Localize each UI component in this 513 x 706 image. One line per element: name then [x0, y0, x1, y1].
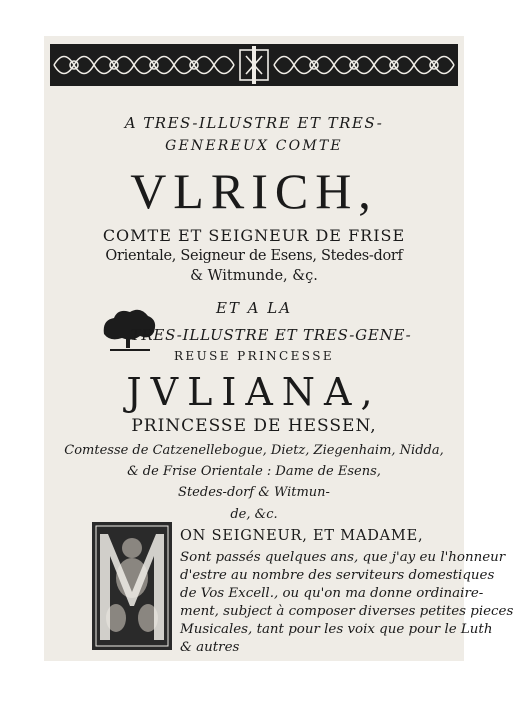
juliana-domains-1: Comtesse de Catzenellebogue, Dietz, Ziegenhaim, Nidda, [64, 443, 444, 458]
book-page [44, 36, 513, 661]
dedication-line-princess-2: REUSE PRINCESSE [174, 349, 334, 363]
juliana-title: PRINCESSE DE HESSEN, [131, 416, 377, 436]
dedication-line-2: GENEREUX COMTE [165, 138, 343, 154]
body-text-line: de Vos Excell., ou qu'on ma donne ordinaire- [180, 586, 484, 601]
dedication-line-princess: TRES-ILLUSTRE ET TRES-GENE- [130, 326, 412, 344]
body-text-line: d'estre au nombre des serviteurs domestiques [180, 568, 495, 583]
decorated-initial-m-icon [92, 522, 172, 650]
ornamental-band-icon [50, 44, 458, 86]
body-text-line: Musicales, tant pour les voix que pour le Luth [180, 622, 493, 637]
juliana-domains-4: de, &c. [230, 507, 278, 522]
juliana-domains-2: & de Frise Orientale : Dame de Esens, [127, 464, 381, 479]
ulrich-domains-1: Orientale, Seigneur de Esens, Stedes-dorf [105, 248, 403, 264]
salutation: ON SEIGNEUR, ET MADAME, [180, 528, 424, 544]
ulrich-domains-2: & Witmunde, &ç. [190, 268, 318, 284]
juliana-domains-3: Stedes-dorf & Witmun- [178, 485, 330, 500]
ulrich-title: COMTE ET SEIGNEUR DE FRISE [102, 226, 406, 245]
conjunction-line: ET A LA [215, 299, 293, 317]
dedication-line-1: A TRES-ILLUSTRE ET TRES- [124, 114, 384, 132]
dedicatee-name-ulrich: VLRICH, [130, 163, 378, 219]
body-text-line: Sont passés quelques ans, que j'ay eu l'honneur [180, 550, 506, 565]
dedicatee-name-juliana: JVLIANA, [126, 370, 382, 414]
body-text-line: & autres [180, 640, 240, 655]
body-text-line: ment, subject à composer diverses petites pieces [180, 604, 513, 619]
